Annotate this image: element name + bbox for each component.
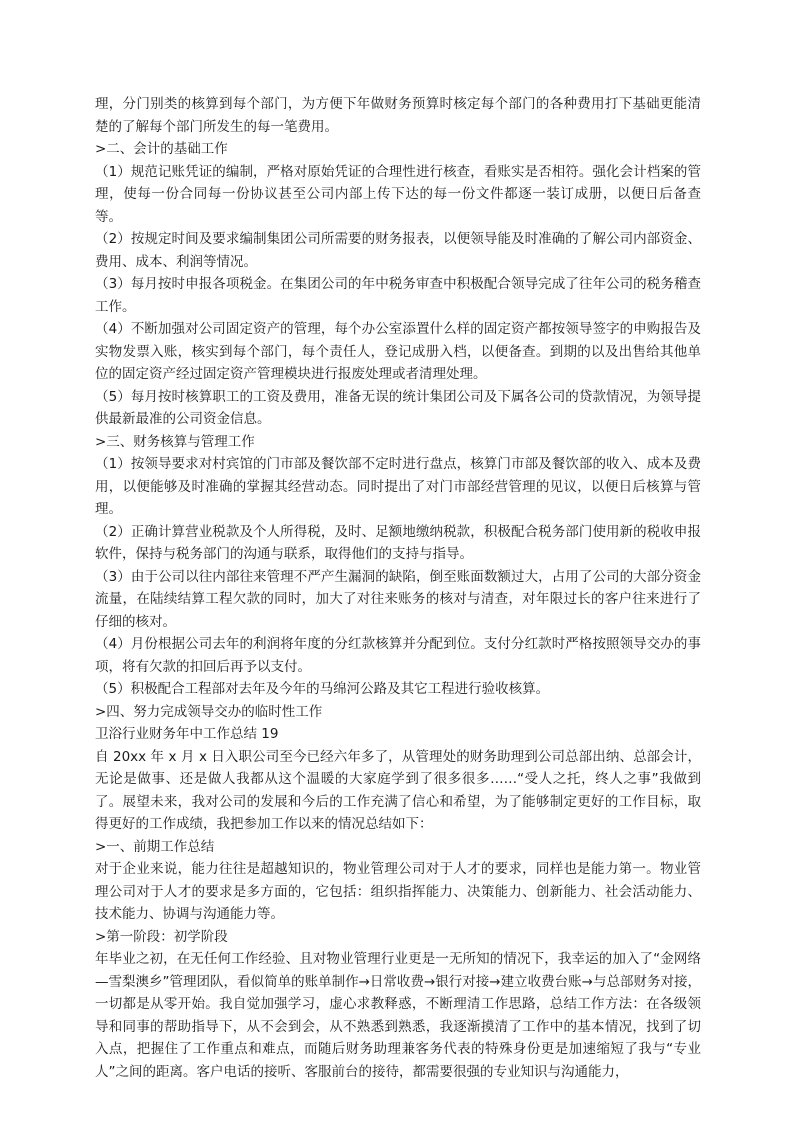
paragraph: （3）由于公司以往内部往来管理不严产生漏洞的缺陷，倒至账面数额过大，占用了公司的大部分资金流量，在陆续结算工程欠款的同时，加大了对往来账务的核对与清查，对年限过长的客户往来进行了仔细的核对。 bbox=[95, 568, 701, 630]
paragraph: 年毕业之初，在无任何工作经验、且对物业管理行业更是一无所知的情况下，我幸运的加入了“金网络—雪梨澳乡”管理团队，看似简单的账单制作→日常收费→银行对接→建立收费台账→与总部财务对接，一切都是从零开始。我自觉加强学习，虚心求教释惑，不断理清工作思路，总结工作方法：在各级领导和同事的帮助指导下，从不会到会，从不熟悉到熟悉，我逐渐摸清了工作中的基本情况，找到了切入点，把握住了工作重点和难点，而随后财务助理兼客务代表的特殊身份更是加速缩短了我与“专业人”之间的距离。客户电话的接听、客服前台的接待，都需要很强的专业知识与沟通能力， bbox=[95, 951, 701, 1080]
paragraph: （3）每月按时申报各项税金。在集团公司的年中税务审查中积极配合领导完成了往年公司的税务稽查工作。 bbox=[95, 276, 701, 315]
paragraph: 自 20xx 年 x 月 x 日入职公司至今已经六年多了，从管理处的财务助理到公司总部出纳、总部会计，无论是做事、还是做人我都从这个温暖的大家庭学到了很多很多……“受人之托，终人之事”我做到了。展望未来，我对公司的发展和今后的工作充满了信心和希望，为了能够制定更好的工作目标，取得更好的工作成绩，我把参加工作以来的情况总结如下： bbox=[95, 748, 701, 832]
section-heading: >一、前期工作总结 bbox=[95, 838, 215, 855]
section-heading: >第一阶段：初学阶段 bbox=[95, 928, 228, 945]
paragraph: （1）按领导要求对村宾馆的门市部及餐饮部不定时进行盘点，核算门市部及餐饮部的收入、成本及费用，以便能够及时准确的掌握其经营动态。同时提出了对门市部经营管理的见议，以便日后核算与管理。 bbox=[95, 456, 701, 517]
paragraph: （5）积极配合工程部对去年及今年的马绵河公路及其它工程进行验收核算。 bbox=[95, 681, 550, 697]
paragraph: （4）月份根据公司去年的利润将年度的分红款核算并分配到位。支付分红款时严格按照领导交办的事项，将有欠款的扣回后再予以支付。 bbox=[95, 636, 701, 675]
paragraph: 对于企业来说，能力往往是超越知识的，物业管理公司对于人才的要求，同样也是能力第一。物业管理公司对于人才的要求是多方面的，它包括：组织指挥能力、决策能力、创新能力、社会活动能力、技术能力、协调与沟通能力等。 bbox=[95, 861, 701, 922]
document-title: 卫浴行业财务年中工作总结 19 bbox=[95, 726, 279, 742]
section-heading: >三、财务核算与管理工作 bbox=[95, 433, 255, 450]
paragraph: （5）每月按时核算职工的工资及费用，准备无误的统计集团公司及下属各公司的贷款情况，为领导提供最新最准的公司资金信息。 bbox=[95, 388, 701, 427]
paragraph: （4）不断加强对公司固定资产的管理，每个办公室添置什么样的固定资产都按领导签字的申购报告及实物发票入账，核实到每个部门，每个责任人，登记成册入档，以便备查。到期的以及出售给其他单位的固定资产经过固定资产管理模块进行报废处理或者清理处理。 bbox=[95, 321, 701, 382]
document-body bbox=[95, 93, 701, 1083]
paragraph: （2）正确计算营业税款及个人所得税，及时、足额地缴纳税款，积极配合税务部门使用新的税收申报软件，保持与税务部门的沟通与联系，取得他们的支持与指导。 bbox=[95, 523, 701, 562]
paragraph: （1）规范记账凭证的编制，严格对原始凭证的合理性进行核查，看账实是否相符。强化会计档案的管理，使每一份合同每一份协议甚至公司内部上传下达的每一份文件都逐一装订成册，以便日后备查等。 bbox=[95, 163, 701, 225]
section-heading: >四、努力完成领导交办的临时性工作 bbox=[95, 703, 323, 720]
paragraph: 理，分门别类的核算到每个部门，为方便下年做财务预算时核定每个部门的各种费用打下基础更能清楚的了解每个部门所发生的每一笔费用。 bbox=[95, 96, 701, 135]
section-heading: >二、会计的基础工作 bbox=[95, 141, 228, 157]
paragraph: （2）按规定时间及要求编制集团公司所需要的财务报表，以便领导能及时准确的了解公司内部资金、费用、成本、利润等情况。 bbox=[95, 231, 701, 270]
